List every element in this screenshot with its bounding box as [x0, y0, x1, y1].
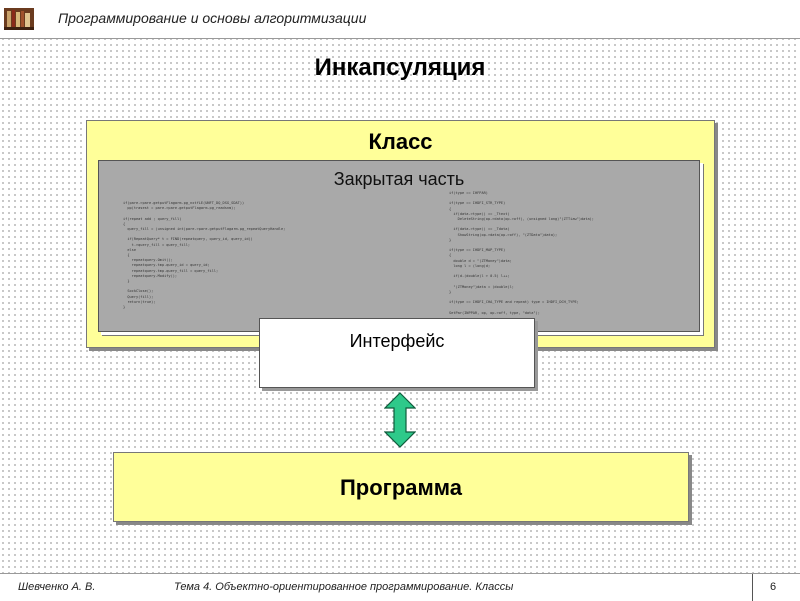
code-snippet-right: if(type == IHFPAR) if(type == IHDFI_STR_TYPE) { if(data->type() == _Ttext) DeleteString(op->data(op->off), (unsigned long)"(ZTTiaw")data); if(data->type() == _Tdata) ShowString(op->data(op->off), "(ZTData")data); } if(type == IHDFI_MAP_TYPE) { double d = "(ZTMoney")data; long l = (long)d; if(d-(double)l > 0.5) l++; "(ZTMoney")data = (double)l; } if(type == IHDFI_CHA_TYPE and repeat) type = IHDFI_DCH_TYPE; SetPar(INPPAR, op, op->off, type, "data");: [449, 191, 594, 315]
page-number: 6: [770, 581, 777, 593]
interface-box: [259, 318, 535, 388]
slide-title: Инкапсуляция: [314, 54, 486, 81]
interface-label: Интерфейс: [349, 331, 445, 351]
books-icon: [4, 6, 34, 30]
private-part-label: Закрытая часть: [333, 169, 465, 189]
header-title: Программирование и основы алгоритмизации: [58, 10, 367, 26]
private-part-box: [98, 160, 700, 332]
slide-header: [0, 0, 800, 39]
footer-divider: [752, 574, 753, 601]
footer-topic: Тема 4. Объектно-ориентированное программирование. Классы: [174, 581, 514, 593]
program-box: [113, 452, 689, 522]
footer-author: Шевченко А. В.: [18, 581, 96, 593]
program-label: Программа: [339, 475, 463, 500]
code-snippet-left: if(pare->pare.getputFlagarm.pg_nxtfLE(UNFT_DQ_DSG_SDAT)) pp(trasest = pare->pare.getputFlagarm.pg_readsnm); if(repeat add ; query_fill) { query_fill = (unsigned int)pare->pare.getputFlagarm.pg_repeatQueryHandle; if(RepeatQuery* t = FIND(repeatquery, query_id, query_id)) t->query_fill = query_fill; else { repeatquery.Omit(); repeatquery.tmp.query_id = query_id; repeatquery.tmp.query_fill = query_fill; repeatquery.Modify(); } SockClose(); Query(fill); return(true); }: [123, 201, 286, 310]
slide-footer: [0, 573, 800, 601]
class-label: Класс: [368, 129, 433, 154]
double-arrow-icon: [384, 392, 416, 448]
